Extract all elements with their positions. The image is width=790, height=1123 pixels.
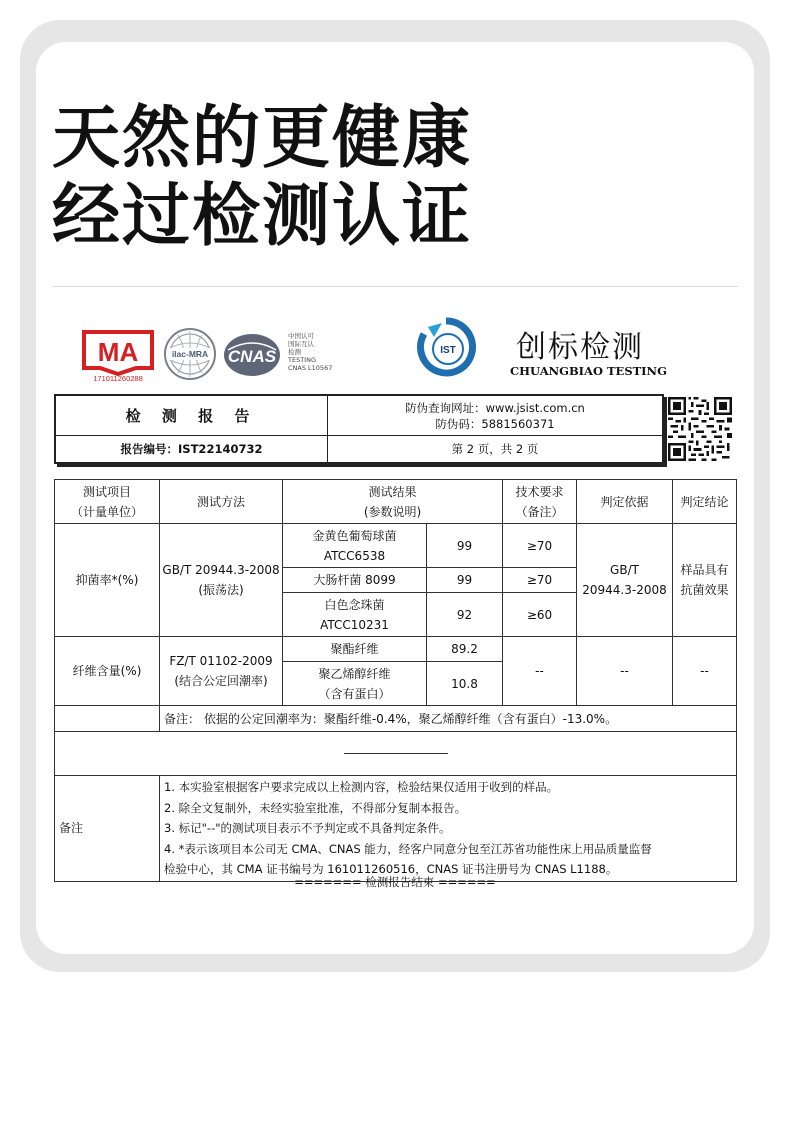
cnas-caption-line: CNAS L10567 bbox=[288, 364, 333, 372]
antibacterial-item: 抑菌率*(%) bbox=[55, 524, 160, 637]
cnas-caption-line: 中国认可 bbox=[288, 332, 314, 340]
table-row bbox=[55, 776, 737, 882]
table-row bbox=[55, 524, 737, 568]
table-row bbox=[55, 706, 737, 732]
remarks-label: 备注 bbox=[55, 776, 160, 882]
remark-line: 4. *表示该项目本公司无 CMA、CNAS 能力，经客户同意分包至江苏省功能性床上用品质量监督 bbox=[164, 841, 652, 856]
remark-line: 2. 除全文复制外，未经实验室批准，不得部分复制本报告。 bbox=[164, 800, 467, 815]
antibacterial-basis: GB/T 20944.3-2008 bbox=[577, 524, 673, 637]
headline-line-1: 天然的更健康 bbox=[52, 99, 473, 178]
header-basis: 判定依据 bbox=[577, 480, 673, 524]
antibacterial-method: GB/T 20944.3-2008 (振荡法) bbox=[160, 524, 283, 637]
header-test-result: 测试结果 (参数说明) bbox=[283, 480, 503, 524]
query-url: 防伪查询网址：www.jsist.com.cn bbox=[405, 400, 585, 415]
result-value: 99 bbox=[427, 568, 503, 593]
brand-name: 创标检测 bbox=[516, 330, 644, 365]
fiber-value: 89.2 bbox=[427, 637, 503, 662]
remark-line: 3. 标记"--"的测试项目表示不予判定或不具备判定条件。 bbox=[164, 821, 451, 835]
header-conclusion: 判定结论 bbox=[673, 480, 737, 524]
report-number: 报告编号：IST22140732 bbox=[56, 436, 328, 462]
headline bbox=[52, 100, 472, 256]
divider bbox=[344, 753, 448, 754]
ilac-mra-logo bbox=[160, 326, 220, 382]
report-header bbox=[54, 394, 664, 464]
results-table bbox=[54, 479, 737, 882]
remark-line: 1. 本实验室根据客户要求完成以上检测内容，检验结果仅适用于收到的样品。 bbox=[164, 780, 559, 794]
cnas-logo bbox=[222, 332, 282, 378]
divider bbox=[52, 286, 738, 287]
ilac-logo-text: ilac-MRA bbox=[171, 349, 209, 359]
remarks-content bbox=[160, 776, 737, 882]
requirement-value: ≥60 bbox=[503, 593, 577, 637]
cma-logo-text: MA bbox=[97, 337, 139, 367]
antibacterial-conclusion: 样品具有 抗菌效果 bbox=[673, 524, 737, 637]
fiber-component: 聚乙烯醇纤维 （含有蛋白） bbox=[283, 662, 427, 706]
page-info: 第 2 页，共 2 页 bbox=[451, 442, 539, 456]
cnas-caption-line: 检测 bbox=[288, 348, 301, 356]
table-row bbox=[55, 637, 737, 662]
fiber-note: 备注： 依据的公定回潮率为：聚酯纤维-0.4%，聚乙烯醇纤维（含有蛋白）-13.0%。 bbox=[160, 706, 737, 732]
cnas-caption bbox=[288, 332, 332, 372]
cma-number: 171011260288 bbox=[93, 374, 143, 382]
header-test-method: 测试方法 bbox=[160, 480, 283, 524]
fiber-conclusion: -- bbox=[673, 637, 737, 706]
table-header-row bbox=[55, 480, 737, 524]
organism-cell: 金黄色葡萄球菌 ATCC6538 bbox=[283, 524, 427, 568]
result-value: 92 bbox=[427, 593, 503, 637]
cnas-caption-line: TESTING bbox=[288, 356, 316, 364]
ist-logo bbox=[416, 317, 476, 377]
organism-cell: 白色念珠菌 ATCC10231 bbox=[283, 593, 427, 637]
result-value: 99 bbox=[427, 524, 503, 568]
table-row bbox=[55, 732, 737, 776]
anti-fake-info bbox=[328, 396, 662, 436]
brand-name-english: CHUANGBIAO TESTING bbox=[510, 364, 667, 378]
blank-row bbox=[55, 732, 737, 776]
fiber-requirement: -- bbox=[503, 637, 577, 706]
header-requirement: 技术要求 （备注） bbox=[503, 480, 577, 524]
qr-code-icon bbox=[668, 397, 732, 461]
remark-line: 检验中心，其 CMA 证书编号为 161011260516，CNAS 证书注册号为 CNAS L1188。 bbox=[164, 862, 618, 876]
fiber-value: 10.8 bbox=[427, 662, 503, 706]
report-card bbox=[36, 42, 754, 954]
report-title: 检 测 报 告 bbox=[56, 396, 328, 436]
requirement-value: ≥70 bbox=[503, 524, 577, 568]
fiber-component: 聚酯纤维 bbox=[283, 637, 427, 662]
requirement-value: ≥70 bbox=[503, 568, 577, 593]
fiber-basis: -- bbox=[577, 637, 673, 706]
cnas-logo-text: CNAS bbox=[227, 347, 277, 366]
header-test-item: 测试项目 （计量单位） bbox=[55, 480, 160, 524]
fiber-method: FZ/T 01102-2009 (结合公定回潮率) bbox=[160, 637, 283, 706]
report-end-marker: ======= 检测报告结束 ====== bbox=[294, 875, 496, 889]
ist-logo-text: IST bbox=[440, 345, 456, 356]
organism-cell: 大肠杆菌 8099 bbox=[283, 568, 427, 593]
cma-logo bbox=[80, 326, 156, 382]
empty-cell bbox=[55, 706, 160, 732]
cnas-caption-line: 国际互认 bbox=[288, 340, 314, 348]
fiber-item: 纤维含量(%) bbox=[55, 637, 160, 706]
anti-fake-code: 防伪码：5881560371 bbox=[435, 416, 555, 431]
headline-line-2: 经过检测认证 bbox=[52, 177, 473, 256]
